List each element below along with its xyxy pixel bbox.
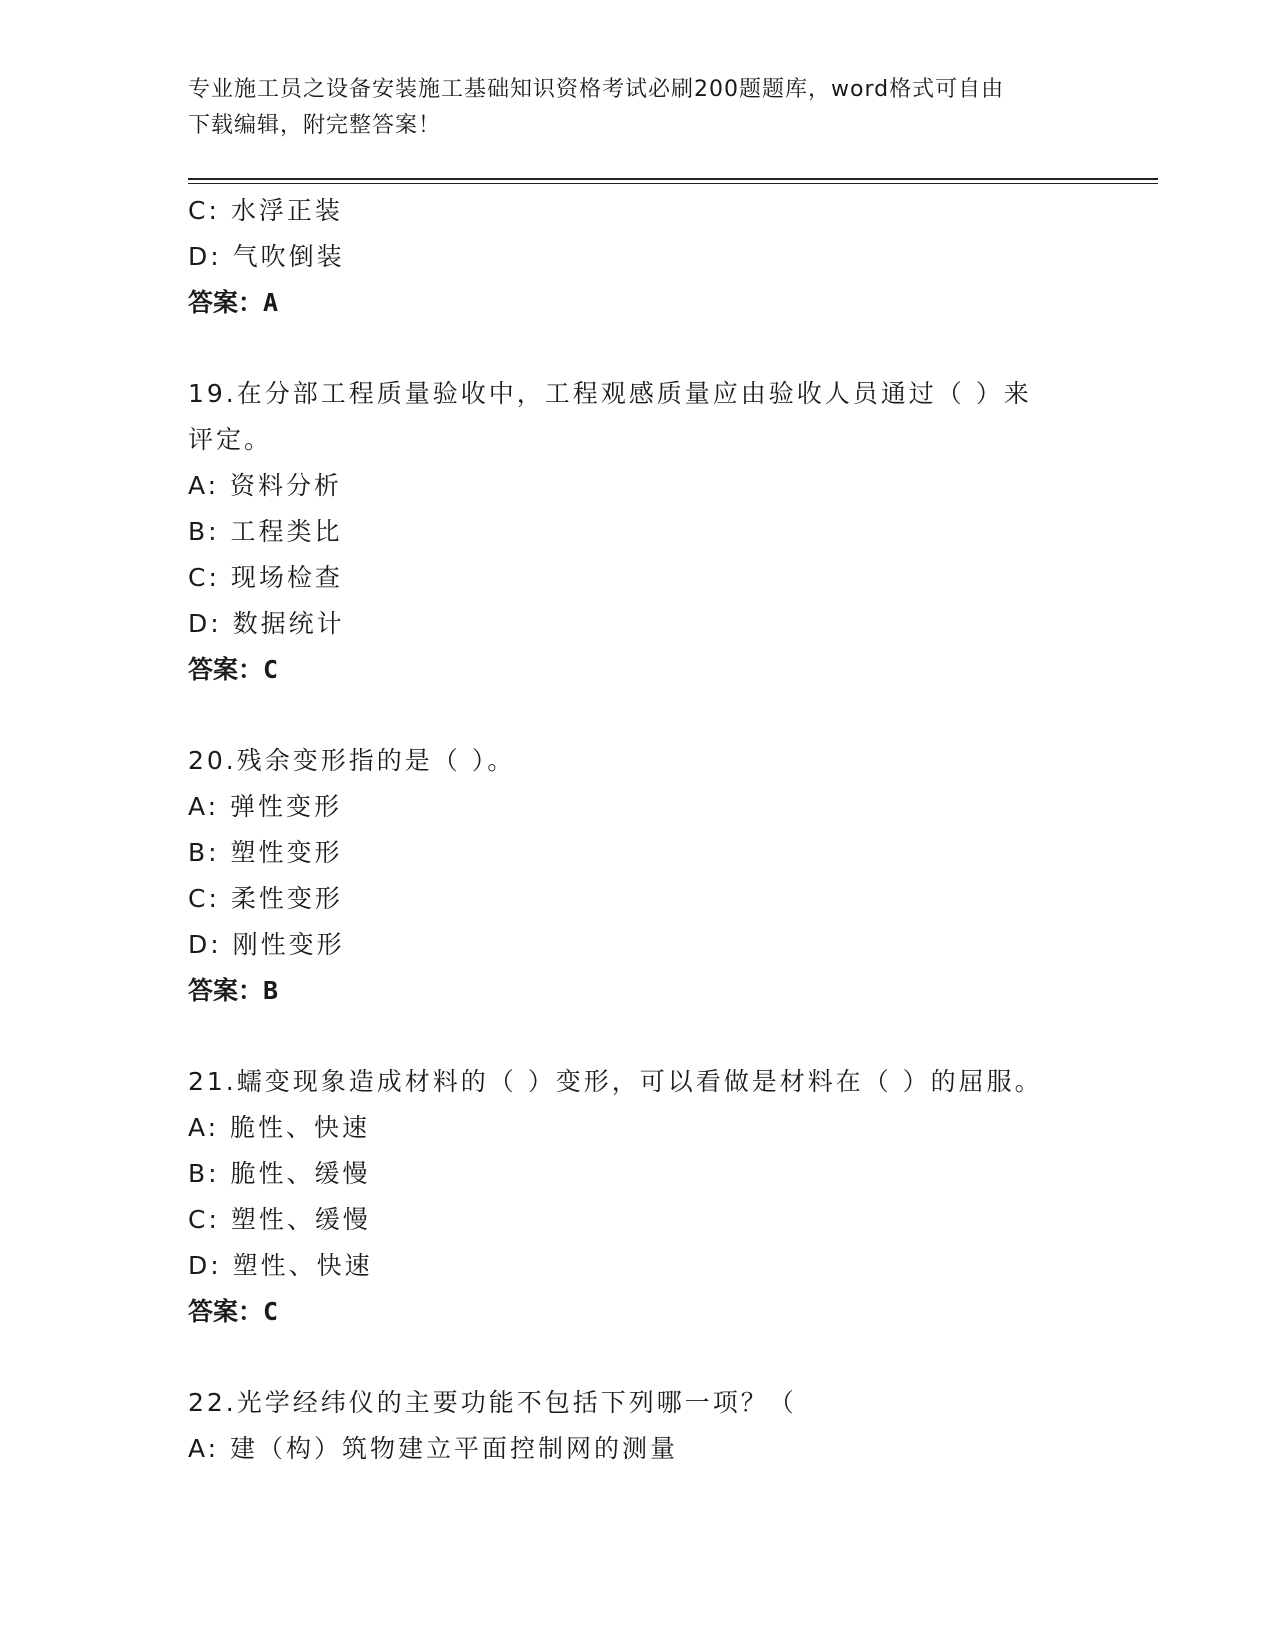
option-c: C: 柔性变形 <box>188 884 343 913</box>
option-d: D: 数据统计 <box>188 609 345 638</box>
option-a: A: 资料分析 <box>188 471 343 500</box>
header-divider-thin <box>188 183 1158 184</box>
option-b: B: 塑性变形 <box>188 838 343 867</box>
spacer <box>188 1335 1088 1380</box>
spacer <box>188 693 1088 738</box>
option-b: B: 工程类比 <box>188 517 343 546</box>
option-a: A: 脆性、快速 <box>188 1113 371 1142</box>
answer-line: 答案：C <box>188 1297 279 1326</box>
option-d: D: 刚性变形 <box>188 930 345 959</box>
answer-line: 答案：C <box>188 655 279 684</box>
spacer <box>188 326 1088 371</box>
header-line-1: 专业施工员之设备安装施工基础知识资格考试必刷200题题库，word格式可自由 <box>188 77 1005 102</box>
question-22 <box>188 1380 1088 1472</box>
header-line-2: 下载编辑，附完整答案！ <box>188 113 442 138</box>
spacer <box>188 1014 1088 1059</box>
answer-line: 答案：B <box>188 976 279 1005</box>
header-divider-thick <box>188 178 1158 180</box>
option-c: C: 现场检查 <box>188 563 343 592</box>
option-c: C: 水浮正装 <box>188 196 343 225</box>
question-18-tail <box>188 188 1088 326</box>
document-header <box>188 72 1088 144</box>
question-stem: 20.残余变形指的是（ ）。 <box>188 746 516 775</box>
answer-line: 答案：A <box>188 288 279 317</box>
option-a: A: 弹性变形 <box>188 792 343 821</box>
question-list <box>188 188 1088 1472</box>
question-20 <box>188 738 1088 1014</box>
option-b: B: 脆性、缓慢 <box>188 1159 371 1188</box>
option-c: C: 塑性、缓慢 <box>188 1205 371 1234</box>
question-21 <box>188 1059 1088 1335</box>
question-stem: 22.光学经纬仪的主要功能不包括下列哪一项？（ <box>188 1388 797 1417</box>
option-d: D: 塑性、快速 <box>188 1251 373 1280</box>
question-stem: 21.蠕变现象造成材料的（ ）变形，可以看做是材料在（ ）的屈服。 <box>188 1067 1043 1096</box>
question-19 <box>188 371 1088 693</box>
option-d: D: 气吹倒装 <box>188 242 345 271</box>
question-stem: 19.在分部工程质量验收中，工程观感质量应由验收人员通过（ ）来 <box>188 379 1032 408</box>
question-stem-continued: 评定。 <box>188 425 273 454</box>
option-a: A: 建（构）筑物建立平面控制网的测量 <box>188 1434 679 1463</box>
